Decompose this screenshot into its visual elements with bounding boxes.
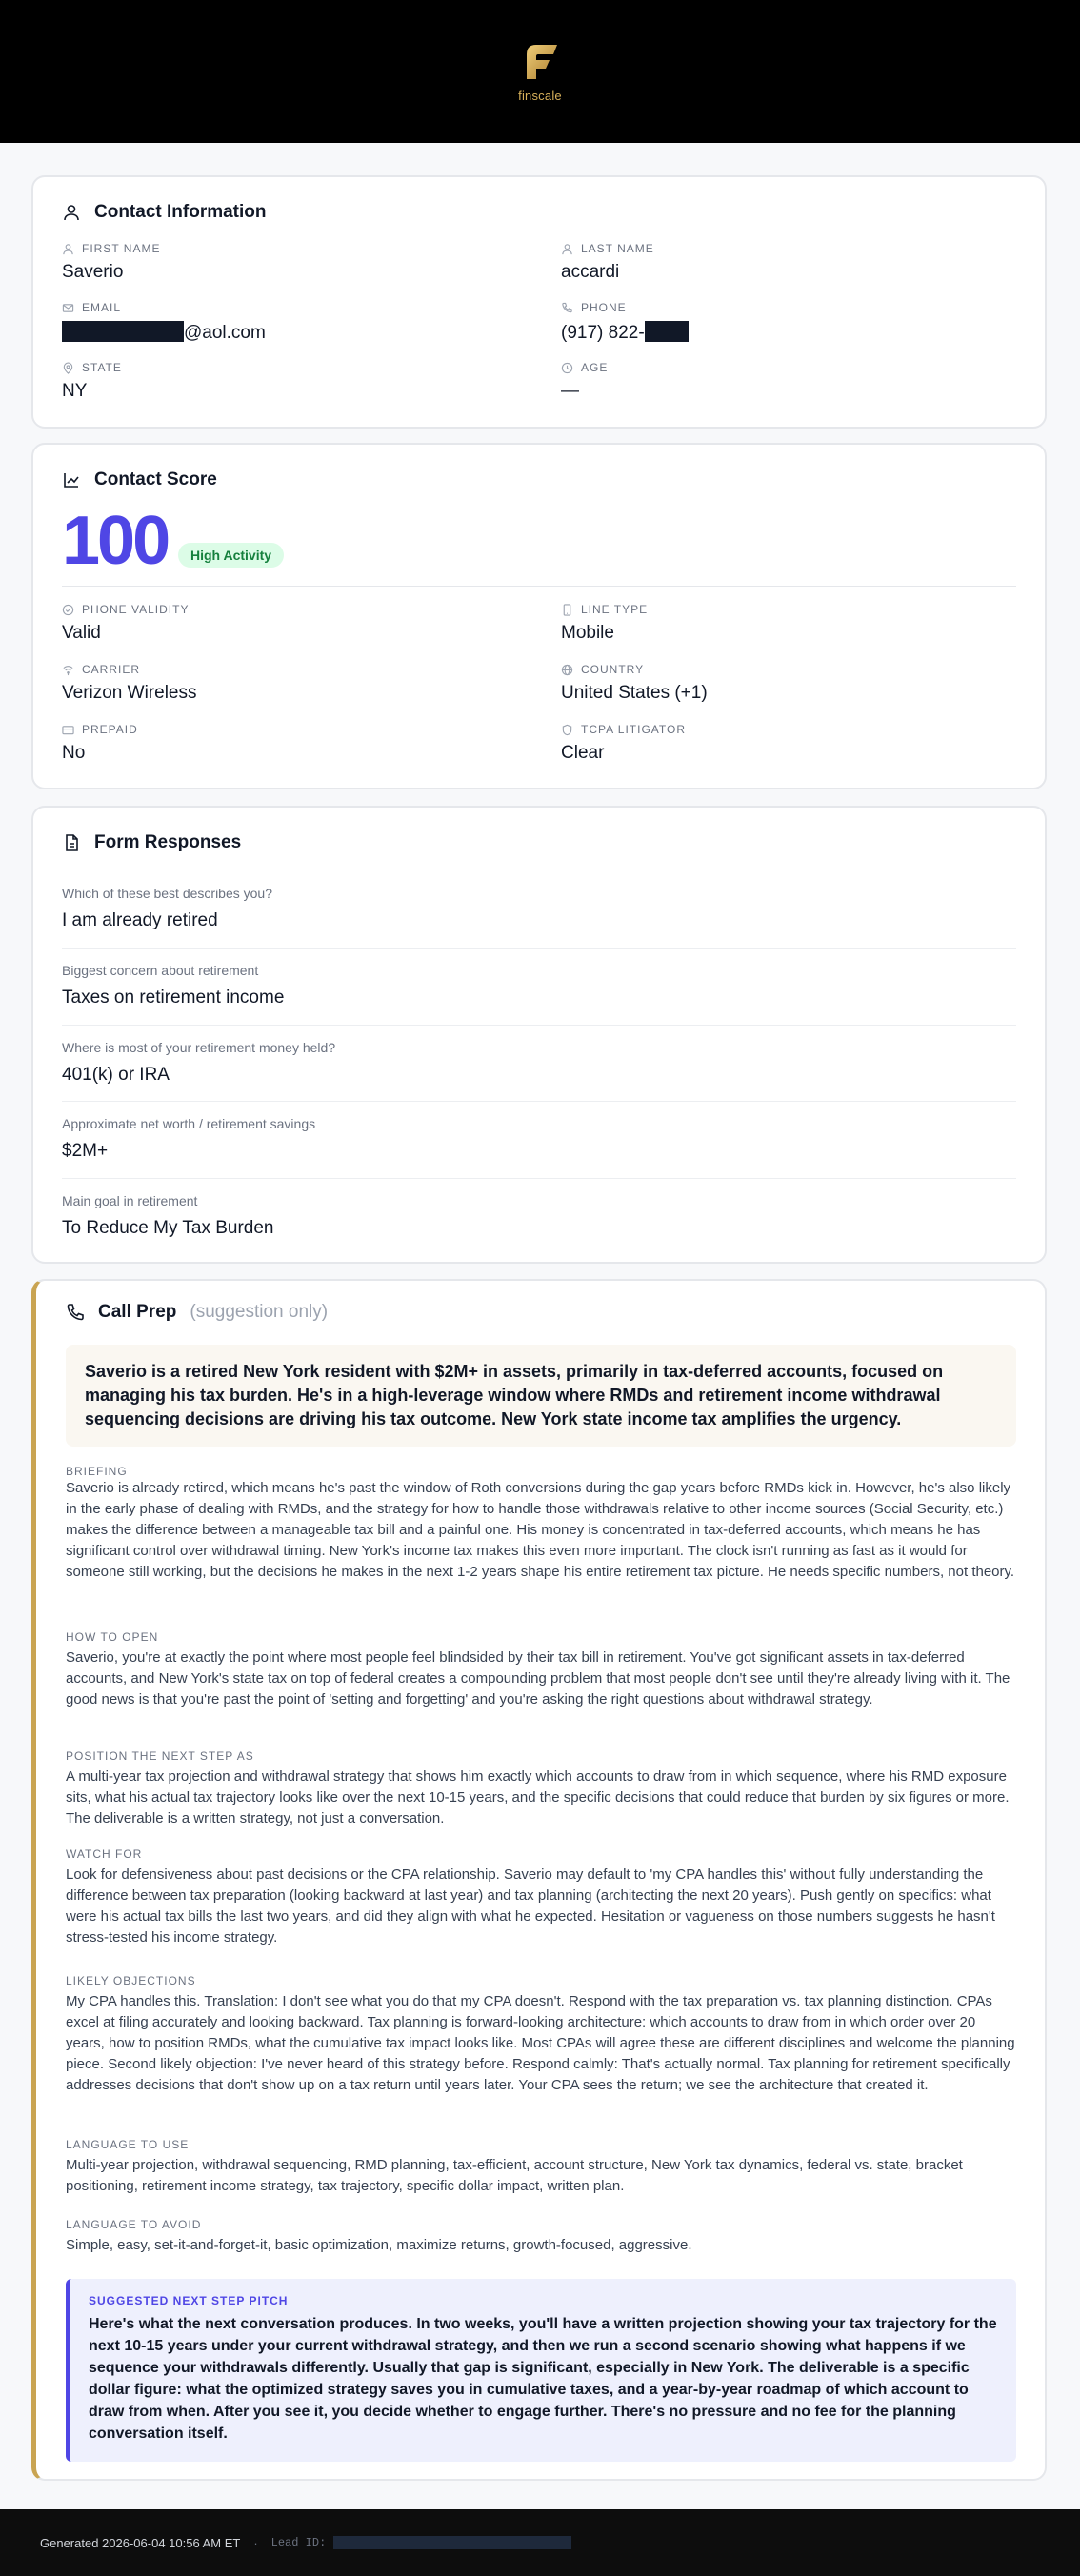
contact-information-card xyxy=(31,175,1047,429)
line-type-field: LINE TYPE Mobile xyxy=(561,603,649,643)
next-step-pitch: SUGGESTED NEXT STEP PITCH Here's what the next conversation produces. In two weeks, you'll have a written projection showing your tax trajectory for the next 10-15 years under your current withdrawal strategy, and then we run a second scenario showing what happens if we sequence your withdrawals differently. Usually that gap is significant, especially in New York. The deliverable is a specific dollar figure: what the optimized strategy saves you in cumulative taxes, and a year-by-year roadmap of which account to draw from when. After you see it, you decide whether to engage further. There's no pressure and no fee for the planning conversation itself. xyxy=(66,2279,1016,2462)
phone-validity-field: PHONE VALIDITY Valid xyxy=(62,603,190,643)
contact-score-card xyxy=(31,443,1047,789)
state-field: STATE NY xyxy=(62,361,122,401)
lead-id-label: Lead ID: xyxy=(270,2536,327,2549)
last-name-value: accardi xyxy=(561,262,620,282)
form-item: Where is most of your retirement money held? 401(k) or IRA xyxy=(62,1040,336,1085)
score-divider xyxy=(62,586,1016,587)
prepaid-value: No xyxy=(62,743,86,763)
language-to-avoid-section: LANGUAGE TO AVOID Simple, easy, set-it-and-forget-it, basic optimization, maximize returns, growth-focused, aggressive. xyxy=(66,2218,692,2253)
redacted-email xyxy=(62,321,184,342)
first-name-field: FIRST NAME Saverio xyxy=(62,242,161,282)
briefing-section: BRIEFING Saverio is already retired, which means he's past the window of Roth conversions during the gap years before RMDs kick in. However, he's also likely in the early phase of dealing with RMDs, and the strategy for how to handle those withdrawals relative to other income sources (Social Security, etc.) makes the difference between a manageable tax bill and a painful one. His money is concentrated in tax-deferred accounts, which means he has significant control over withdrawal timing. New York's income tax makes this even more important. The clock isn't running as fast as it would for someone still working, but the decisions he makes in the next 1-2 years shape his entire retirement tax picture. He needs specific numbers, not theory. xyxy=(66,1465,1015,1580)
page-footer xyxy=(0,2509,1080,2576)
shield-icon xyxy=(561,724,573,736)
position-section: POSITION THE NEXT STEP AS A multi-year tax projection and withdrawal strategy that shows him exactly which accounts to draw from in which sequence, where his RMD exposure sits, what his actual tax trajectory looks like over the next 10-15 years, and the specific decisions that could reduce that burden by six figures or more. The deliverable is a written strategy, not just a conversation. xyxy=(66,1749,1010,1827)
generated-timestamp: Generated 2026-06-04 10:56 AM ET xyxy=(40,2535,241,2550)
user-icon xyxy=(62,243,74,255)
form-divider xyxy=(62,1025,1016,1026)
age-value: — xyxy=(561,381,579,401)
document-icon xyxy=(62,833,81,852)
map-pin-icon xyxy=(62,362,74,374)
call-prep-summary: Saverio is a retired New York resident with $2M+ in assets, primarily in tax-deferred accounts, focused on managing his tax burden. He's in a high-leverage window where RMDs and retirement income withdrawal sequencing decisions are driving his tax outcome. New York state income tax amplifies the urgency. xyxy=(66,1345,1016,1447)
smartphone-icon xyxy=(561,604,573,616)
phone-field: PHONE (917) 822- xyxy=(561,301,689,344)
country-field: COUNTRY United States (+1) xyxy=(561,663,708,703)
tcpa-field: TCPA LITIGATOR Clear xyxy=(561,723,687,763)
first-name-value: Saverio xyxy=(62,262,124,282)
mail-icon xyxy=(62,302,74,314)
phone-validity-value: Valid xyxy=(62,623,101,643)
globe-icon xyxy=(561,664,573,676)
activity-badge: High Activity xyxy=(178,543,284,568)
footer-separator: · xyxy=(253,2535,258,2550)
page-header xyxy=(0,0,1080,143)
contact-information-title: Contact Information xyxy=(62,202,267,223)
form-divider xyxy=(62,1178,1016,1179)
country-value: United States (+1) xyxy=(561,683,708,703)
carrier-value: Verizon Wireless xyxy=(62,683,197,703)
call-prep-subtitle: (suggestion only) xyxy=(190,1302,329,1322)
prepaid-field: PREPAID No xyxy=(62,723,138,763)
clock-icon xyxy=(561,362,573,374)
form-item: Biggest concern about retirement Taxes on retirement income xyxy=(62,963,285,1008)
form-responses-title: Form Responses xyxy=(62,832,241,853)
tcpa-value: Clear xyxy=(561,743,605,763)
last-name-field: LAST NAME accardi xyxy=(561,242,654,282)
email-value: @aol.com xyxy=(184,323,266,343)
form-responses-card xyxy=(31,806,1047,1264)
email-field: EMAIL @aol.com xyxy=(62,301,266,344)
user-icon xyxy=(561,243,573,255)
credit-card-icon xyxy=(62,724,74,736)
objections-section: LIKELY OBJECTIONS My CPA handles this. Translation: I don't see what you do that my CPA doesn't. Respond with the tax preparation vs. tax planning distinction. CPAs excel at filing accurately and looking backward. Tax planning is forward-looking architecture: which accounts to draw from in which order over 20 years, how to position RMDs, what the cumulative tax impact looks like. Most CPAs will agree these are different disciplines and welcome the planning piece. Second likely objection: I've never heard of this strategy before. Respond calmly: That's actually normal. Tax planning for retirement specifically addresses decisions that don't show up on a tax return until years later. Your CPA sees the return; we see the architecture that created it. xyxy=(66,1974,1015,2093)
redacted-lead-id xyxy=(333,2536,571,2549)
age-field: AGE — xyxy=(561,361,609,401)
user-icon xyxy=(62,203,81,222)
state-value: NY xyxy=(62,381,88,401)
how-to-open-section: HOW TO OPEN Saverio, you're at exactly the point where most people feel blindsided by their tax bill in retirement. You've got significant assets in tax-deferred accounts, and New York's state tax on top of federal creates a compounding problem that most people don't see until they're already living with it. The good news is that you're past the point of 'setting and forgetting' and you're asking the right questions about withdrawal strategy. xyxy=(66,1630,1010,1707)
carrier-field: CARRIER Verizon Wireless xyxy=(62,663,197,703)
form-item: Which of these best describes you? I am already retired xyxy=(62,886,273,930)
call-prep-card xyxy=(31,1279,1047,2481)
redacted-phone xyxy=(645,321,689,342)
line-type-value: Mobile xyxy=(561,623,614,643)
brand-name: finscale xyxy=(518,88,562,103)
finscale-logo-icon xyxy=(519,41,561,87)
form-item: Approximate net worth / retirement savings $2M+ xyxy=(62,1116,316,1161)
phone-icon xyxy=(66,1303,85,1322)
score-value: 100 xyxy=(62,503,169,579)
check-circle-icon xyxy=(62,604,74,616)
form-item: Main goal in retirement To Reduce My Tax Burden xyxy=(62,1193,274,1238)
language-to-use-section: LANGUAGE TO USE Multi-year projection, withdrawal sequencing, RMD planning, tax-efficient, account structure, New York tax dynamics, federal vs. state, bracket positioning, retirement income strategy, tax trajectory, specific dollar impact, written plan. xyxy=(66,2138,963,2194)
chart-line-icon xyxy=(62,470,81,489)
phone-value: (917) 822- xyxy=(561,323,645,343)
form-divider xyxy=(62,948,1016,949)
contact-score-title: Contact Score xyxy=(62,469,217,490)
call-prep-title: Call Prep (suggestion only) xyxy=(66,1302,328,1323)
phone-icon xyxy=(561,302,573,314)
signal-icon xyxy=(62,664,74,676)
form-divider xyxy=(62,1101,1016,1102)
watch-for-section: WATCH FOR Look for defensiveness about past decisions or the CPA relationship. Saverio may default to 'my CPA handles this' without fully understanding the difference between tax preparation (looking backward at last year) and tax planning (architecting the next 20 years). Push gently on specifics: what were his actual tax bills the last two years, and did they align with what he expected. Hesitation or vagueness on those numbers suggests he hasn't stress-tested his income strategy. xyxy=(66,1847,995,1946)
